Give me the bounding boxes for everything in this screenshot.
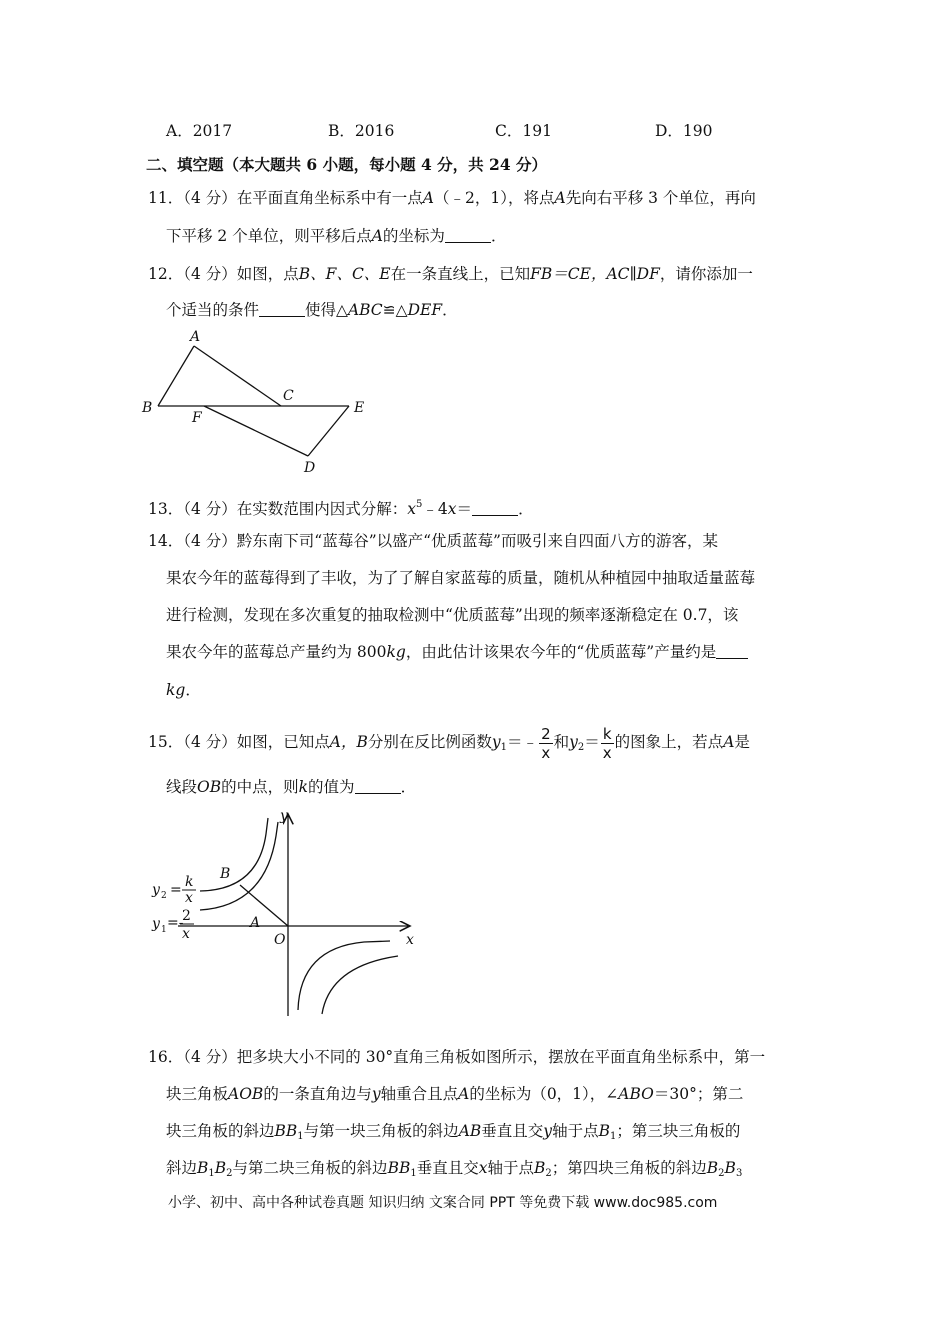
page-footer: 小学、初中、高中各种试卷真题 知识归纳 文案合同 PPT 等免费下载 www.doc985.com [168, 1195, 718, 1211]
q16-text: 的一条直角边与 [263, 1085, 372, 1103]
label-B: B [142, 400, 153, 416]
q14-unit: kg [386, 643, 406, 661]
q16-line3 [166, 1121, 740, 1147]
q16-text: 轴于点 [552, 1122, 599, 1140]
choice-d: D．190 [655, 122, 713, 140]
q14-line3: 进行检测，发现在多次重复的抽取检测中“优质蓝莓”出现的频率逐渐稳定在 0.7，该 [166, 606, 739, 624]
q15-text: 的值为 [308, 778, 355, 796]
q14-text: ，由此估计该果农今年的“优质蓝莓”产量约是 [405, 643, 717, 661]
q15-text: ＝ [584, 733, 600, 751]
q16-number: 16． [148, 1048, 184, 1066]
frac-numerator: k [601, 725, 614, 744]
answer-blank[interactable] [259, 302, 305, 317]
q14-text: 果农今年的蓝莓总产量约为 800 [166, 643, 387, 661]
q14-line5 [166, 680, 201, 700]
answer-blank[interactable] [472, 501, 518, 516]
q16-line1 [148, 1047, 765, 1067]
q11-text: 下平移 2 个单位，则平移后点 [166, 227, 372, 245]
frac-denominator: x [541, 743, 551, 762]
q12-text: 个适当的条件 [166, 301, 260, 319]
q12-points: B、F、C、E [298, 265, 391, 283]
q15-figure [140, 806, 430, 1022]
q15-text: ． [400, 778, 417, 796]
legend-y2-den: x [185, 890, 193, 906]
q15-segment: OB [197, 778, 222, 796]
q16-text: 与第二块三角板的斜边 [232, 1159, 388, 1177]
q16-point: B [706, 1159, 719, 1177]
q12-triangle: ABC [347, 301, 383, 319]
q16-text: 块三角板的斜边 [166, 1122, 275, 1140]
q16-line4 [166, 1158, 742, 1184]
q11-text: ． [490, 227, 507, 245]
choice-b: B．2016 [328, 122, 395, 140]
point-B-label: B [220, 866, 231, 882]
q14-line4 [166, 642, 748, 662]
q16-subscript: 2 [226, 1168, 233, 1179]
legend-y1-den: x [182, 926, 190, 942]
q12-text: ． [442, 301, 458, 319]
q16-subscript: 1 [297, 1131, 304, 1142]
q13-var: x [407, 500, 417, 518]
q11-text: （﹣2，1），将点 [434, 189, 555, 207]
q16-var: y [543, 1122, 553, 1140]
q16-text: ；第三块三角板的 [616, 1122, 741, 1140]
q16-text: 的坐标为（0，1），∠ [469, 1085, 619, 1103]
q16-point: B [598, 1122, 610, 1140]
axis-y-label: y [280, 808, 288, 824]
answer-blank[interactable] [355, 779, 401, 794]
q16-text: 轴于点 [487, 1159, 534, 1177]
label-E: E [354, 400, 365, 416]
q12-text: ≌△ [382, 301, 408, 319]
q15-line2 [166, 777, 416, 797]
q16-angle: ABO [618, 1085, 654, 1103]
q11-text: 的坐标为 [382, 227, 445, 245]
origin-label: O [274, 932, 286, 948]
q15-score: （4 分） [183, 733, 237, 751]
q12-number: 12． [148, 265, 184, 283]
q16-segment: AB [458, 1122, 482, 1140]
q14-number: 14． [148, 532, 184, 550]
q15-text: 是 [734, 733, 750, 751]
q16-point: B [534, 1159, 546, 1177]
answer-blank[interactable] [716, 644, 748, 659]
label-C: C [283, 388, 294, 404]
q14-score: （4 分） [183, 532, 237, 550]
q16-point: B [214, 1159, 227, 1177]
choice-c: C．191 [495, 122, 552, 140]
q15-text: 的图象上，若点 [614, 733, 724, 751]
q15-var: k [298, 778, 309, 796]
q14-line2: 果农今年的蓝莓得到了丰收，为了了解自家蓝莓的质量，随机从种植园中抽取适量蓝莓 [166, 569, 756, 587]
legend-y2: y [152, 882, 160, 898]
q12-text: 在一条直线上，已知 [390, 265, 531, 283]
q16-text: ＝30°；第二 [653, 1085, 744, 1103]
q13-text: ＝ [456, 500, 473, 518]
q16-var: y [371, 1085, 381, 1103]
q16-text: 与第一块三角板的斜边 [303, 1122, 459, 1140]
q16-triangle: AOB [228, 1085, 264, 1103]
q11-point: A [422, 189, 434, 207]
legend-y1-sub: 1 [161, 925, 167, 935]
legend-y1: y [152, 916, 160, 932]
q16-text: 垂直且交 [481, 1122, 544, 1140]
frac-numerator: 2 [541, 724, 551, 743]
q15-number: 15． [148, 733, 184, 751]
legend-y1-eq: =- [167, 915, 184, 931]
q15-text: ＝﹣ [507, 733, 539, 751]
q16-text: ；第四块三角板的斜边 [551, 1159, 707, 1177]
q13-line [148, 495, 534, 519]
q16-subscript: 1 [208, 1168, 215, 1179]
q14-unit: kg [166, 681, 186, 699]
q13-text: ． [518, 500, 534, 518]
q13-var: x [447, 500, 457, 518]
q12-score: （4 分） [183, 265, 237, 283]
q15-text: 如图，已知点 [236, 733, 330, 751]
q12-text: 如图，点 [236, 265, 299, 283]
q16-point: B [197, 1159, 209, 1177]
q16-subscript: 2 [545, 1168, 552, 1179]
q15-fraction-2 [601, 725, 614, 762]
q16-text: 垂直且交 [416, 1159, 479, 1177]
q11-point: A [554, 189, 566, 207]
q12-condition: FB＝CE，AC∥DF [530, 265, 660, 283]
label-A: A [190, 329, 201, 345]
q14-line1 [148, 531, 718, 551]
q12-triangle: DEF [407, 301, 443, 319]
q16-text: 轴重合且点 [380, 1085, 459, 1103]
q11-number: 11． [148, 189, 184, 207]
q16-subscript: 2 [718, 1168, 725, 1179]
q16-subscript: 3 [735, 1168, 743, 1179]
q15-text: 分别在反比例函数 [367, 733, 492, 751]
q15-fraction-1 [539, 725, 553, 762]
label-F: F [192, 410, 202, 426]
label-D: D [304, 460, 316, 476]
q15-point: A [723, 733, 735, 751]
q16-text: 块三角板 [166, 1085, 229, 1103]
q14-text: 黔东南下司“蓝莓谷”以盛产“优质蓝莓”而吸引来自四面八方的游客，某 [236, 532, 718, 550]
q14-text: ． [185, 681, 201, 699]
q12-figure [136, 326, 376, 478]
q16-segment: BB [274, 1122, 298, 1140]
point-A-label: A [250, 915, 261, 931]
q11-line1 [148, 188, 756, 208]
q15-subscript: 1 [500, 742, 508, 753]
axis-x-label: x [406, 932, 414, 948]
q15-var: y [491, 733, 501, 751]
q12-text: 使得△ [305, 301, 348, 319]
q16-text: 把多块大小不同的 30°直角三角板如图所示，摆放在平面直角坐标系中，第一 [236, 1048, 766, 1066]
q13-exponent: 5 [416, 499, 423, 510]
answer-blank[interactable] [445, 228, 491, 243]
legend-y2-eq: = [170, 882, 182, 898]
q16-segment: BB [387, 1159, 411, 1177]
section-title: 二、填空题（本大题共 6 小题，每小题 4 分，共 24 分） [146, 155, 548, 174]
q11-point: A [371, 227, 383, 245]
frac-denominator: x [602, 743, 612, 762]
legend-y2-sub: 2 [161, 891, 167, 901]
q16-score: （4 分） [183, 1048, 237, 1066]
q16-subscript: 1 [609, 1131, 617, 1142]
q13-text: ﹣4 [422, 500, 448, 518]
q15-text: 的中点，则 [221, 778, 299, 796]
q12-text: ，请你添加一 [659, 265, 753, 283]
q16-line2 [166, 1084, 743, 1104]
q15-points: A，B [329, 733, 368, 751]
q16-point: B [724, 1159, 736, 1177]
q11-score: （4 分） [183, 189, 237, 207]
q12-line2 [166, 300, 458, 320]
q15-text: 和 [553, 733, 570, 751]
q11-text: 先向右平移 3 个单位，再向 [565, 189, 756, 207]
q13-score: （4 分） [183, 500, 237, 518]
choice-a: A．2017 [166, 122, 233, 140]
q16-point: A [458, 1085, 470, 1103]
q16-var: x [478, 1159, 488, 1177]
q15-var: y [569, 733, 578, 751]
q13-text: 在实数范围内因式分解： [236, 500, 408, 518]
q16-text: 斜边 [166, 1159, 198, 1177]
q11-line2 [166, 226, 506, 246]
legend-y2-num: k [185, 874, 194, 890]
q15-line1 [148, 720, 750, 770]
q16-subscript: 1 [410, 1168, 417, 1179]
q15-text: 线段 [166, 778, 198, 796]
legend-y1-num: 2 [182, 908, 191, 924]
q13-number: 13． [148, 500, 184, 518]
q15-subscript: 2 [577, 742, 585, 753]
q12-line1 [148, 264, 753, 284]
q11-text: 在平面直角坐标系中有一点 [236, 189, 423, 207]
